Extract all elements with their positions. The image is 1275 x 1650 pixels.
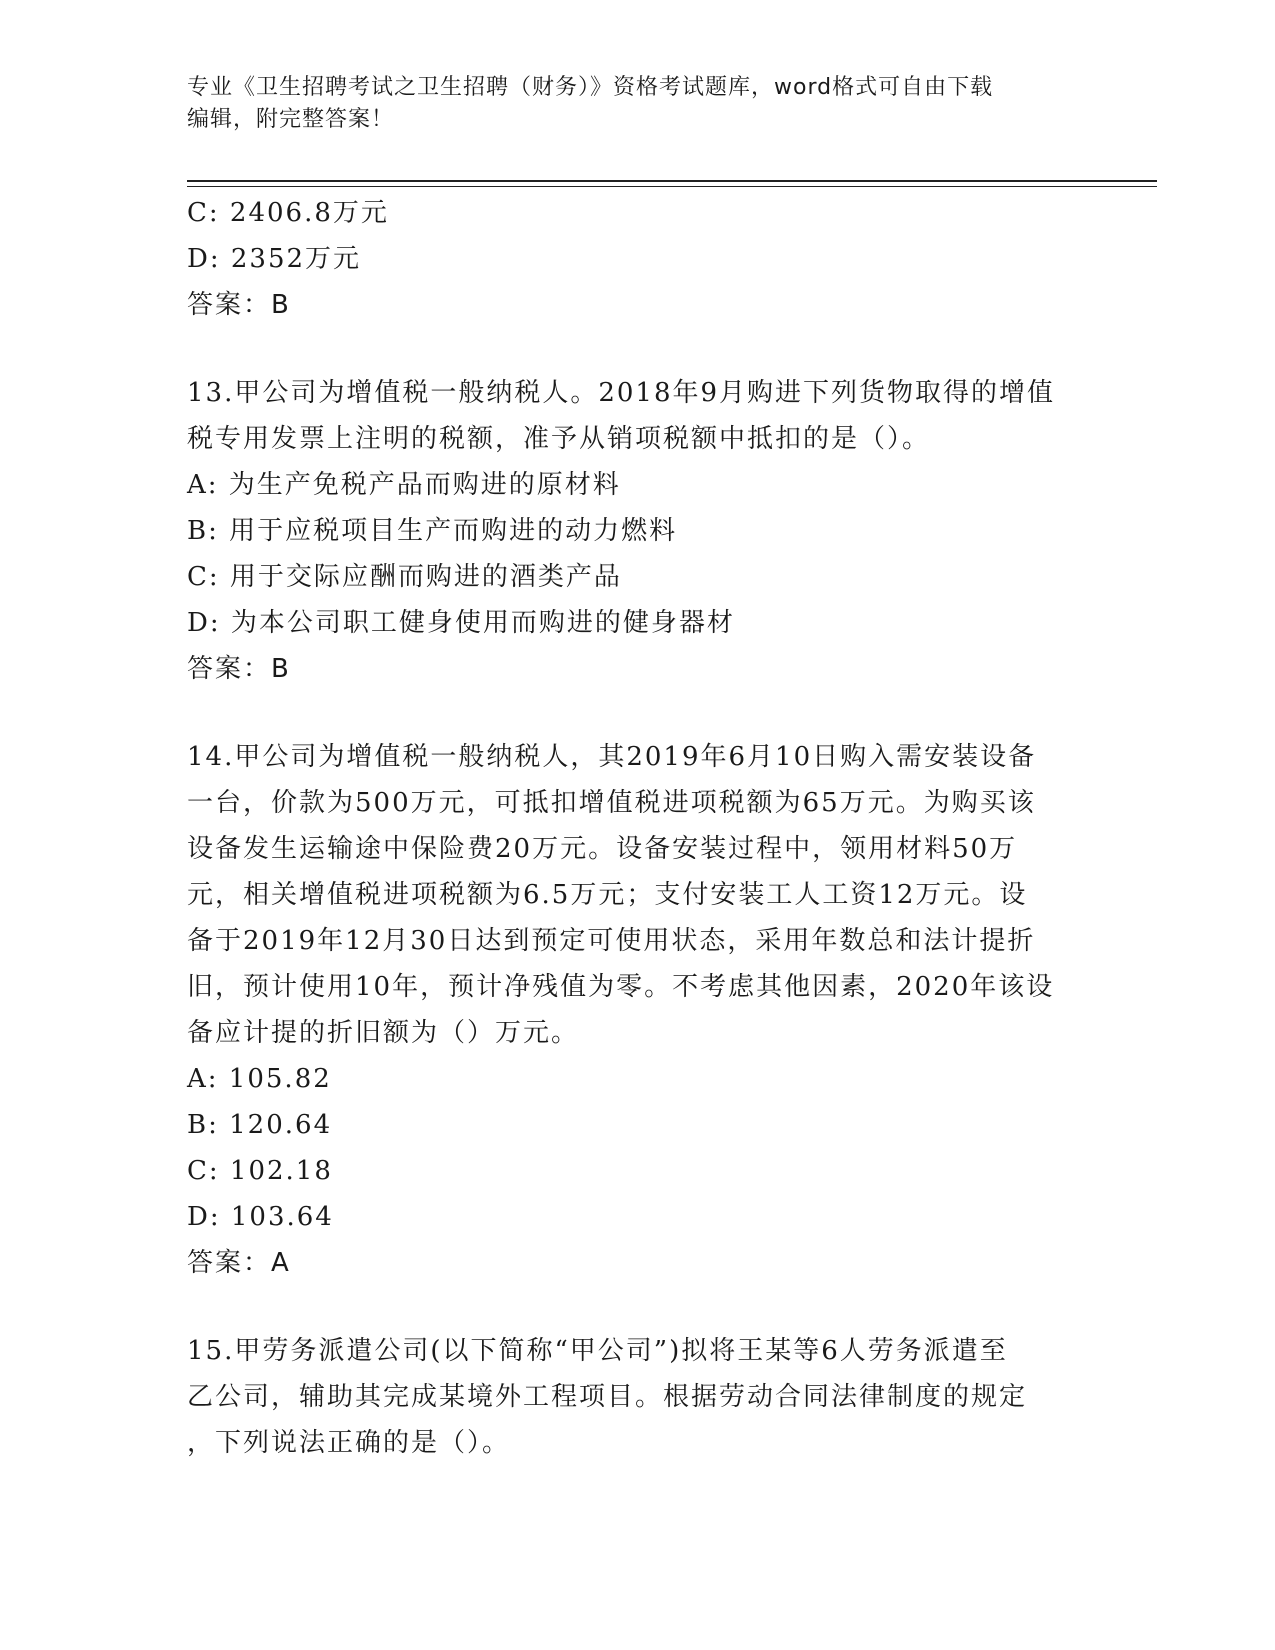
option-a: A: 105.82 (187, 1064, 332, 1094)
option-d: D: 2352万元 (187, 244, 362, 274)
question-14 (187, 734, 1087, 1286)
document-header (187, 72, 1067, 136)
question-15 (187, 1328, 1087, 1466)
option-c: C: 用于交际应酬而购进的酒类产品 (187, 562, 622, 592)
question-stem-line: 设备发生运输途中保险费20万元。设备安装过程中，领用材料50万 (187, 834, 1018, 864)
spacer (187, 328, 1087, 370)
question-stem-line: 备于2019年12月30日达到预定可使用状态，采用年数总和法计提折 (187, 926, 1036, 956)
answer: 答案：B (187, 290, 291, 320)
header-divider (187, 180, 1157, 182)
spacer (187, 692, 1087, 734)
option-d: D: 103.64 (187, 1202, 334, 1232)
question-stem-line: 元，相关增值税进项税额为6.5万元；支付安装工人工资12万元。设 (187, 880, 1028, 910)
question-stem-line: 13.甲公司为增值税一般纳税人。2018年9月购进下列货物取得的增值 (187, 378, 1056, 408)
question-stem-line: 旧，预计使用10年，预计净残值为零。不考虑其他因素，2020年该设 (187, 972, 1055, 1002)
document-page (187, 0, 1157, 1650)
option-a: A: 为生产免税产品而购进的原材料 (187, 470, 621, 500)
question-stem-line: 备应计提的折旧额为（）万元。 (187, 1018, 580, 1048)
answer: 答案：B (187, 654, 291, 684)
question-stem-line: 14.甲公司为增值税一般纳税人，其2019年6月10日购入需安装设备 (187, 742, 1037, 772)
question-stem-line: 税专用发票上注明的税额，准予从销项税额中抵扣的是（）。 (187, 424, 931, 454)
question-13 (187, 370, 1087, 692)
question-12-tail (187, 190, 1087, 328)
header-line-1: 专业《卫生招聘考试之卫生招聘（财务）》资格考试题库，word格式可自由下载 (187, 75, 994, 100)
header-divider-thin (187, 186, 1157, 187)
question-stem-line: ，下列说法正确的是（）。 (187, 1428, 511, 1458)
option-c: C: 102.18 (187, 1156, 333, 1186)
question-stem-line: 15.甲劳务派遣公司(以下简称“甲公司”)拟将王某等6人劳务派遣至 (187, 1336, 1008, 1366)
option-c: C: 2406.8万元 (187, 198, 389, 228)
option-b: B: 120.64 (187, 1110, 333, 1140)
option-d: D: 为本公司职工健身使用而购进的健身器材 (187, 608, 735, 638)
question-stem-line: 乙公司，辅助其完成某境外工程项目。根据劳动合同法律制度的规定 (187, 1382, 1028, 1412)
question-content (187, 190, 1087, 1466)
header-line-2: 编辑，附完整答案！ (187, 107, 395, 132)
question-stem-line: 一台，价款为500万元，可抵扣增值税进项税额为65万元。为购买该 (187, 788, 1036, 818)
spacer (187, 1286, 1087, 1328)
option-b: B: 用于应税项目生产而购进的动力燃料 (187, 516, 678, 546)
answer: 答案：A (187, 1248, 291, 1278)
